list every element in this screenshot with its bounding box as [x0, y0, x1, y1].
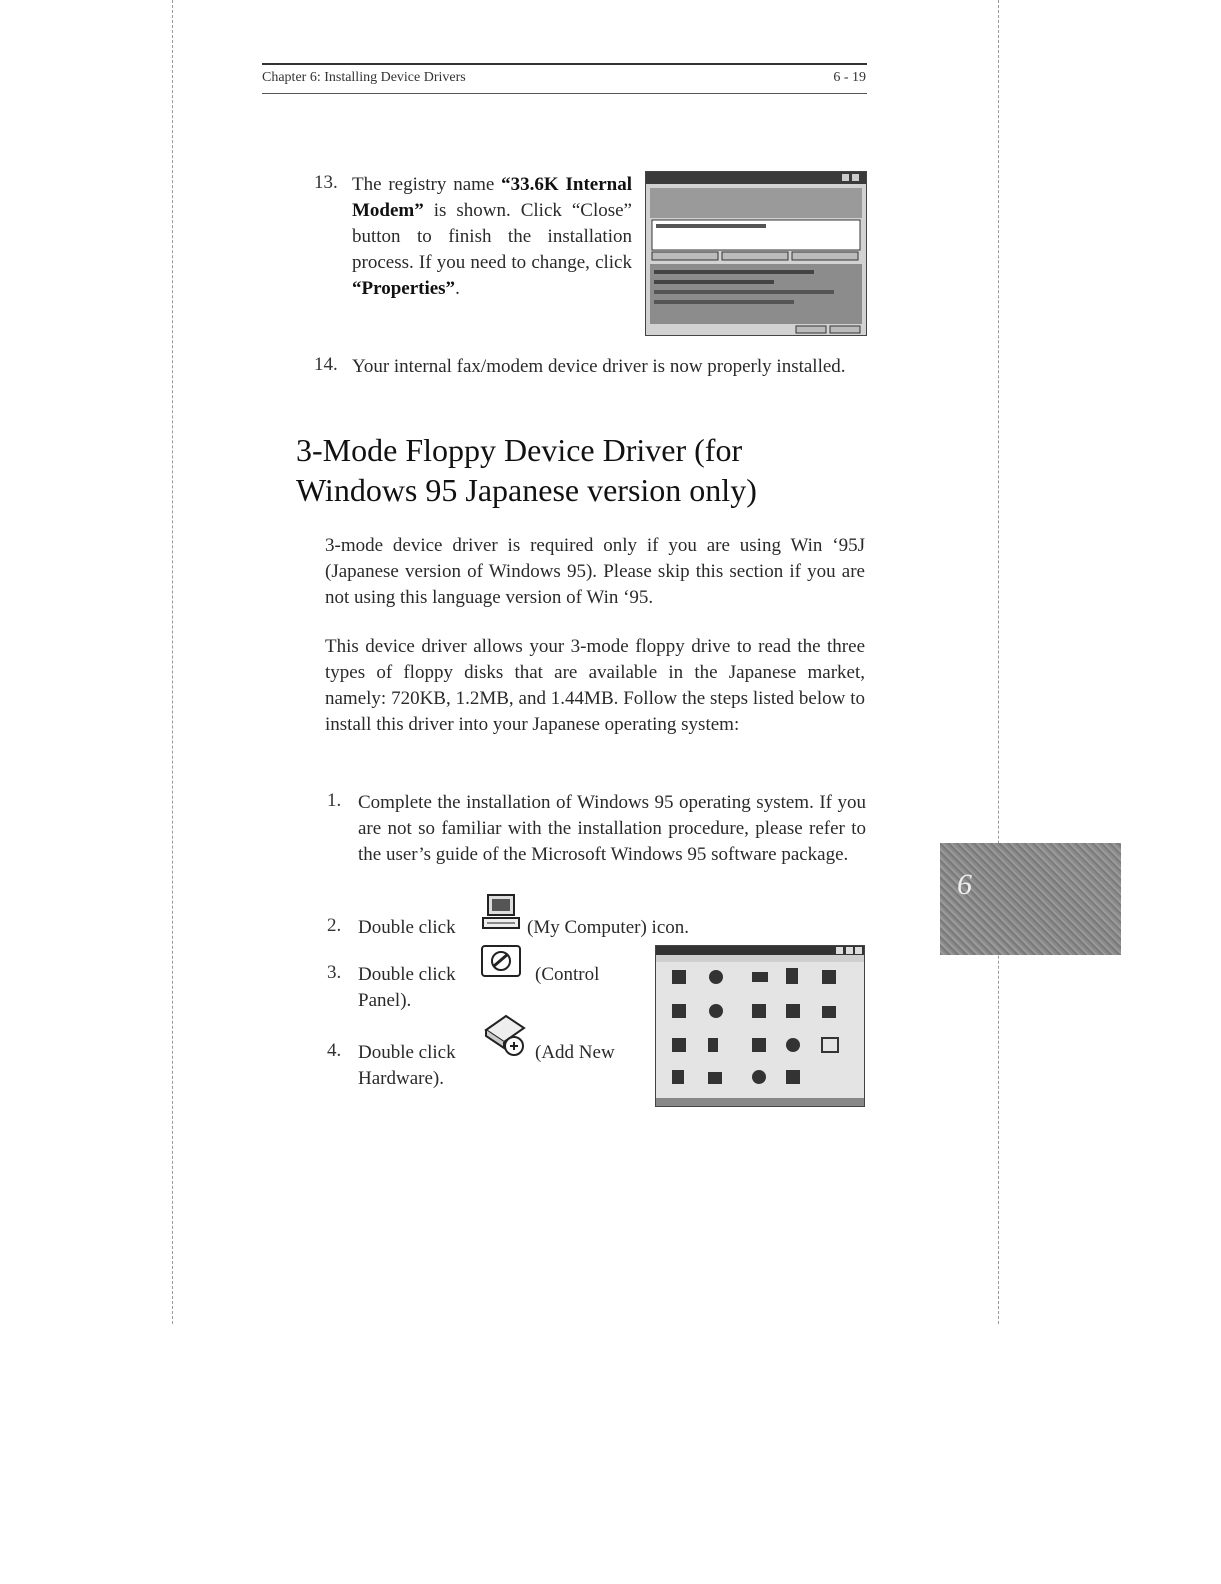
step-4-text-post: (Add New Hardware).: [358, 1042, 615, 1089]
section-intro-paragraph-1: 3-mode device driver is required only if you are using Win ‘95J (Japanese version of Windows 95). Please skip this section if you are not using this language version of Win ‘95.: [325, 535, 865, 608]
step-4-number: 4.: [327, 1040, 342, 1061]
modem-properties-screenshot-graphic: [646, 172, 866, 335]
step-14-number: 14.: [314, 354, 338, 375]
step-1-text: Complete the installation of Windows 95 operating system. If you are not so familiar with the installation procedure, please refer to the user’s guide of the Microsoft Windows 95 software package.: [358, 792, 866, 865]
step-3-text-post: (Control Panel).: [358, 964, 600, 1011]
chapter-tab-number: 6: [957, 868, 972, 901]
header-rule-bottom: [262, 93, 867, 94]
step-14-text: Your internal fax/modem device driver is now properly installed.: [352, 356, 846, 377]
left-margin-line: [172, 0, 173, 1324]
step-2-text-pre: Double click: [358, 917, 456, 938]
step-2-text-post: (My Computer) icon.: [527, 917, 690, 938]
header-rule-top: [262, 63, 867, 65]
my-computer-icon: [480, 893, 522, 938]
step-13-number: 13.: [314, 172, 338, 193]
modem-properties-screenshot: [645, 171, 867, 336]
running-header-page-number: 6 - 19: [833, 70, 866, 85]
control-panel-screenshot: [655, 945, 865, 1107]
step-4-text-pre: Double click: [358, 1042, 456, 1063]
my-computer-icon-graphic: [480, 893, 522, 933]
step-3-text-pre: Double click: [358, 964, 456, 985]
control-panel-screenshot-graphic: [656, 946, 864, 1106]
step-3-number: 3.: [327, 962, 342, 983]
right-margin-line: [998, 0, 999, 1324]
section-heading: 3-Mode Floppy Device Driver (for Windows 95 Japanese version only): [296, 432, 757, 508]
step-1-number: 1.: [327, 790, 342, 811]
running-header-chapter: Chapter 6: Installing Device Drivers: [262, 70, 466, 85]
step-2-number: 2.: [327, 915, 342, 936]
section-intro-paragraph-2: This device driver allows your 3-mode floppy drive to read the three types of floppy disks that are available in the Japanese market, namely: 720KB, 1.2MB, and 1.44MB. Follow the steps listed below to install this driver into your Japanese operating system:: [325, 636, 865, 735]
step-13-text: The registry name “33.6K Internal Modem” is shown. Click “Close” button to finish the installation process. If you need to change, click “Properties”.: [352, 174, 632, 299]
